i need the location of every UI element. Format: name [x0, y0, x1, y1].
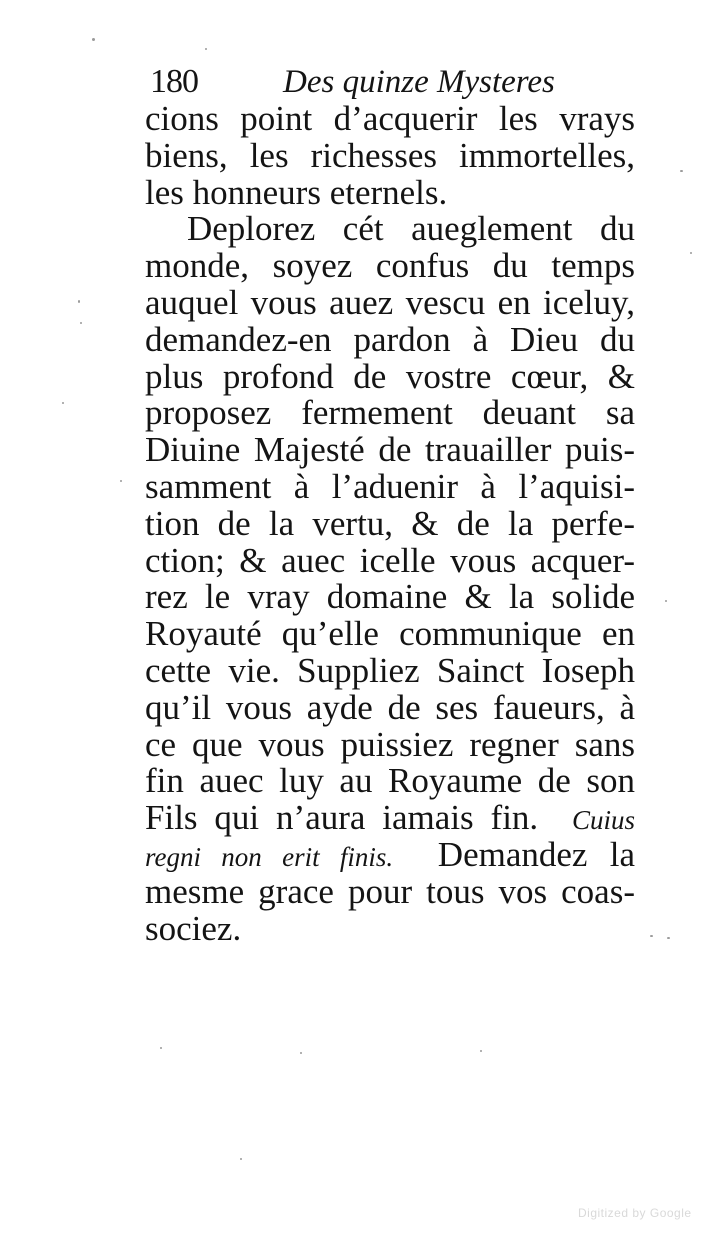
text-line: qu’il vous ayde de ses faueurs, à [145, 687, 635, 727]
latin-quote: Cuius [571, 805, 635, 836]
text-line: auquel vous auez vescu en iceluy, [145, 282, 635, 322]
text-segment: Demandez la [437, 834, 636, 874]
text-line: monde, soyez confus du temps [145, 246, 635, 286]
latin-quote: regni non erit finis. [145, 841, 394, 872]
text-line: rez le vray domaine & la solide [145, 577, 635, 617]
text-line: Deplorez cét aueglement du [187, 209, 635, 249]
digitization-watermark: Digitized by Google [578, 1206, 692, 1220]
text-line: cions point d’acquerir les vrays [145, 99, 635, 138]
text-line: Royauté qu’elle communique en [145, 614, 635, 654]
text-line: tion de la vertu, & de la perfe- [145, 503, 635, 543]
running-title: Des quinze Mysteres [283, 64, 555, 100]
text-line: demandez-en pardon à Dieu du [145, 319, 635, 359]
page-header [150, 60, 570, 104]
text-line: sociez. [145, 908, 242, 948]
page-number: 180 [150, 63, 198, 100]
text-line-with-latin [145, 800, 635, 837]
body-text [145, 101, 635, 947]
text-line: biens, les richesses immortelles, [145, 135, 635, 175]
text-line: Diuine Majesté de trauailler puis- [145, 430, 635, 470]
text-line: les honneurs eternels. [145, 172, 448, 212]
text-line: ce que vous puissiez regner sans [145, 724, 635, 764]
text-line: samment à l’aduenir à l’aquisi- [145, 466, 635, 506]
text-line: ction; & auec icelle vous acquer- [145, 540, 635, 580]
text-line: proposez fermement deuant sa [145, 393, 635, 433]
text-segment: Fils qui n’aura iamais fin. [145, 798, 539, 838]
text-line: fin auec luy au Royaume de son [145, 761, 635, 801]
text-line: mesme grace pour tous vos coas- [145, 871, 635, 911]
text-line-with-latin [145, 834, 636, 874]
text-line: plus profond de vostre cœur, & [145, 356, 635, 396]
text-line: cette vie. Suppliez Sainct Ioseph [145, 650, 635, 690]
